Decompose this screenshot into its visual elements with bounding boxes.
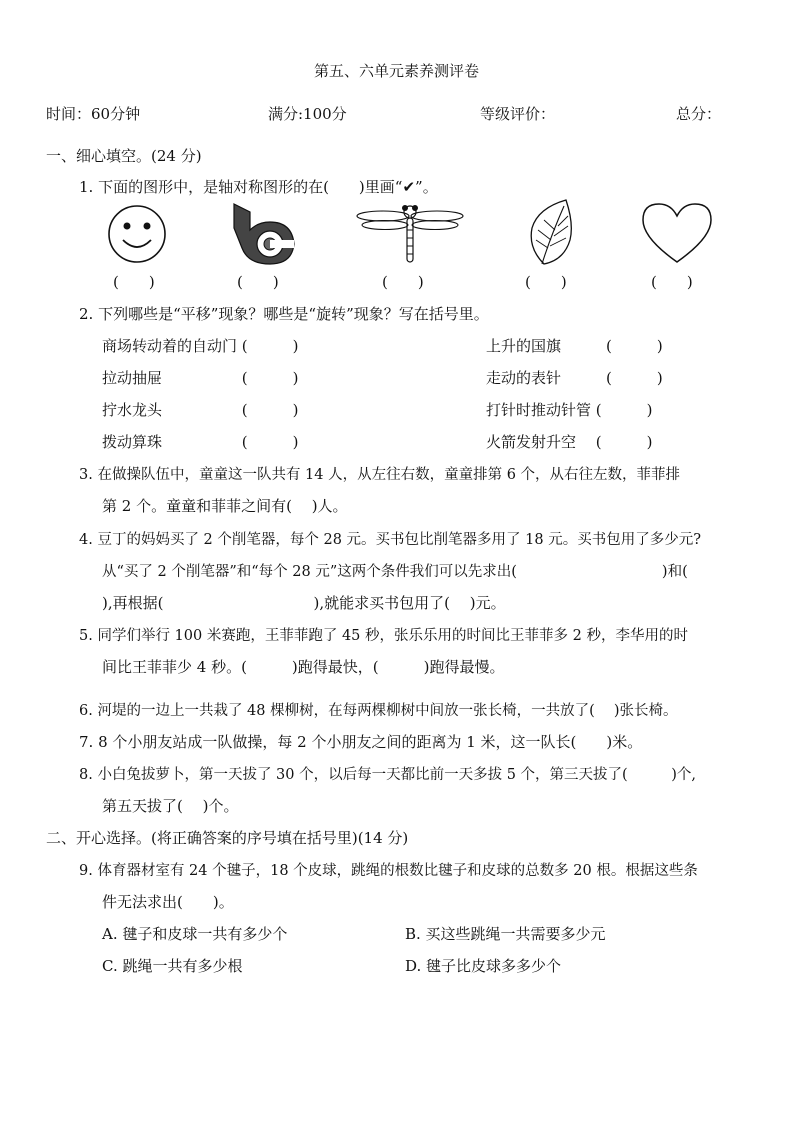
q9-line2: 件无法求出( )。 (102, 893, 234, 911)
section2-heading: 二、开心选择。(将正确答案的序号填在括号里)(14 分) (46, 829, 409, 847)
total-label: 总分： (676, 105, 722, 123)
dragonfly-icon (355, 200, 465, 270)
q2-item-left: 拧水龙头 ( ) (102, 401, 299, 419)
q1-answer-paren[interactable]: ( ) (525, 273, 567, 291)
option-c: C. 跳绳一共有多少根 (102, 957, 243, 975)
q5-line1: 5. 同学们举行 100 米赛跑，王菲菲跑了 45 秒，张乐乐用的时间比王菲菲多 2 秒，李华用的时 (79, 628, 688, 644)
q9-line1: 9. 体育器材室有 24 个毽子，18 个皮球，跳绳的根数比毽子和皮球的总数多 20 根。根据这些条 (79, 863, 698, 879)
q2-item-right: 火箭发射升空 ( ) (486, 433, 653, 451)
q4-line2: 从“买了 2 个削笔器”和“每个 28 元”这两个条件我们可以先求出( )和( (102, 564, 688, 580)
q1-answer-paren[interactable]: ( ) (113, 273, 155, 291)
page-title: 第五、六单元素养测评卷 (313, 62, 479, 80)
q7-text: 7. 8 个小朋友站成一队做操，每 2 个小朋友之间的距离为 1 米，这一队长( )米。 (79, 733, 643, 751)
q4-line1: 4. 豆丁的妈妈买了 2 个削笔器，每个 28 元。买书包比削笔器多用了 18 元。买书包用了多少元? (79, 532, 701, 548)
option-d: D. 毽子比皮球多多少个 (405, 957, 562, 975)
heart-icon (639, 200, 715, 270)
time-label: 时间：60分钟 (46, 105, 141, 123)
q1-answer-paren[interactable]: ( ) (237, 273, 279, 291)
q5-line2: 间比王菲菲少 4 秒。( )跑得最快，( )跑得最慢。 (102, 658, 505, 676)
q2-item-left: 拉动抽屉 ( ) (102, 369, 299, 387)
smiley-face-icon (107, 204, 167, 268)
q2-item-right: 走动的表针 ( ) (486, 369, 663, 387)
q4-line3: ),再根据( ),就能求买书包用了( )元。 (102, 594, 506, 612)
option-b: B. 买这些跳绳一共需要多少元 (405, 925, 606, 943)
option-a: A. 毽子和皮球一共有多少个 (102, 925, 288, 943)
q3-line1: 3. 在做操队伍中，童童这一队共有 14 人，从左往右数，童童排第 6 个，从右往左数，菲菲排 (79, 467, 681, 483)
q1-answer-paren[interactable]: ( ) (651, 273, 693, 291)
q8-line2: 第五天拔了( )个。 (102, 797, 239, 815)
q6-text: 6. 河堤的一边上一共栽了 48 棵柳树，在每两棵柳树中间放一张长椅，一共放了( )张长椅。 (79, 703, 678, 719)
q2-item-right: 打针时推动针管 ( ) (486, 401, 653, 419)
full-score-label: 满分:100分 (268, 105, 347, 123)
q2-item-left: 拨动算珠 ( ) (102, 433, 299, 451)
q3-line2: 第 2 个。童童和菲菲之间有( )人。 (102, 497, 348, 515)
q1-answer-paren[interactable]: ( ) (382, 273, 424, 291)
section1-heading: 一、细心填空。(24 分) (46, 147, 202, 165)
q8-line1: 8. 小白兔拔萝卜，第一天拔了 30 个，以后每一天都比前一天多拔 5 个，第三天拔了( )个, (79, 767, 696, 783)
leaf-icon (526, 198, 576, 270)
q2-text: 2. 下列哪些是“平移”现象？哪些是“旋转”现象？写在括号里。 (79, 305, 489, 323)
q1-text: 1. 下面的图形中，是轴对称图形的在( )里画“✔”。 (79, 178, 438, 196)
grade-label: 等级评价： (480, 105, 556, 123)
logo-shape-icon (228, 200, 298, 270)
q2-item-left: 商场转动着的自动门 ( ) (102, 337, 299, 355)
q2-item-right: 上升的国旗 ( ) (486, 337, 663, 355)
